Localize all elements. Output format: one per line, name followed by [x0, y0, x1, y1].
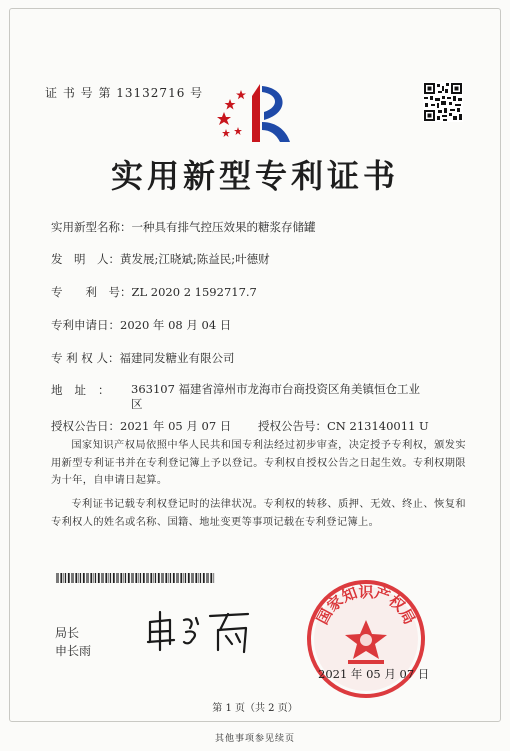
- barcode-icon: [56, 573, 216, 583]
- patent-number-row: [51, 284, 257, 300]
- address-row: [51, 382, 127, 398]
- field-label: 发 明 人：: [51, 252, 120, 266]
- utility-model-name-row: [51, 219, 316, 235]
- field-value: ZL 2020 2 1592717.7: [131, 285, 257, 299]
- certificate-title: 实用新型专利证书: [110, 157, 399, 195]
- signatory-name: 申长雨: [55, 644, 92, 658]
- field-value: 2021 年 05 月 07 日: [120, 419, 232, 433]
- qr-code-icon: [423, 82, 463, 122]
- field-label: 授权公告日：: [51, 419, 120, 433]
- seal-date: 2021 年 05 月 07 日: [318, 667, 430, 681]
- handwritten-signature: [140, 600, 260, 660]
- seal-text: 国家知识产权局: [313, 582, 419, 628]
- field-label: 专利申请日：: [51, 318, 120, 332]
- field-value: 福建同发糖业有限公司: [119, 351, 235, 365]
- field-label: 授权公告号：: [258, 419, 327, 433]
- field-label: 地址：: [51, 383, 122, 397]
- field-label: 专 利 权 人：: [51, 351, 120, 365]
- application-date-row: [51, 317, 231, 333]
- field-value: 2020 年 08 月 04 日: [120, 318, 232, 332]
- field-value: CN 213140011 U: [327, 419, 429, 433]
- address-value: 363107 福建省漳州市龙海市台商投资区角美镇恒仓工业区: [131, 382, 421, 411]
- authorization-date-row: [51, 418, 231, 434]
- field-value: 黄发展;江晓斌;陈益民;叶德财: [120, 252, 270, 266]
- field-value: 一种具有排气控压效果的糖浆存储罐: [131, 220, 316, 234]
- patentee-row: [51, 350, 234, 366]
- signatory-title: 局长: [55, 626, 80, 640]
- continuation-note: 其他事项参见续页: [214, 734, 295, 744]
- authorization-number-row: [258, 418, 429, 434]
- field-label: 专 利 号：: [51, 285, 132, 299]
- certificate-number: 证 书 号 第 13132716 号: [45, 86, 204, 100]
- inventor-row: [51, 251, 270, 267]
- field-label: 实用新型名称：: [51, 220, 132, 234]
- grant-paragraph: 国家知识产权局依照中华人民共和国专利法经过初步审查，决定授予专利权，颁发实用新型专利证书并在专利登记簿上予以登记。专利权自授权公告之日起生效。专利权期限为十年，自申请日起算。: [51, 440, 466, 487]
- page-number: 第 1 页（共 2 页）: [212, 703, 298, 714]
- register-paragraph: 专利证书记载专利权登记时的法律状况。专利权的转移、质押、无效、终止、恢复和专利权人的姓名或名称、国籍、地址变更等事项记载在专利登记簿上。: [51, 499, 466, 528]
- cnipa-emblem-icon: [216, 82, 294, 144]
